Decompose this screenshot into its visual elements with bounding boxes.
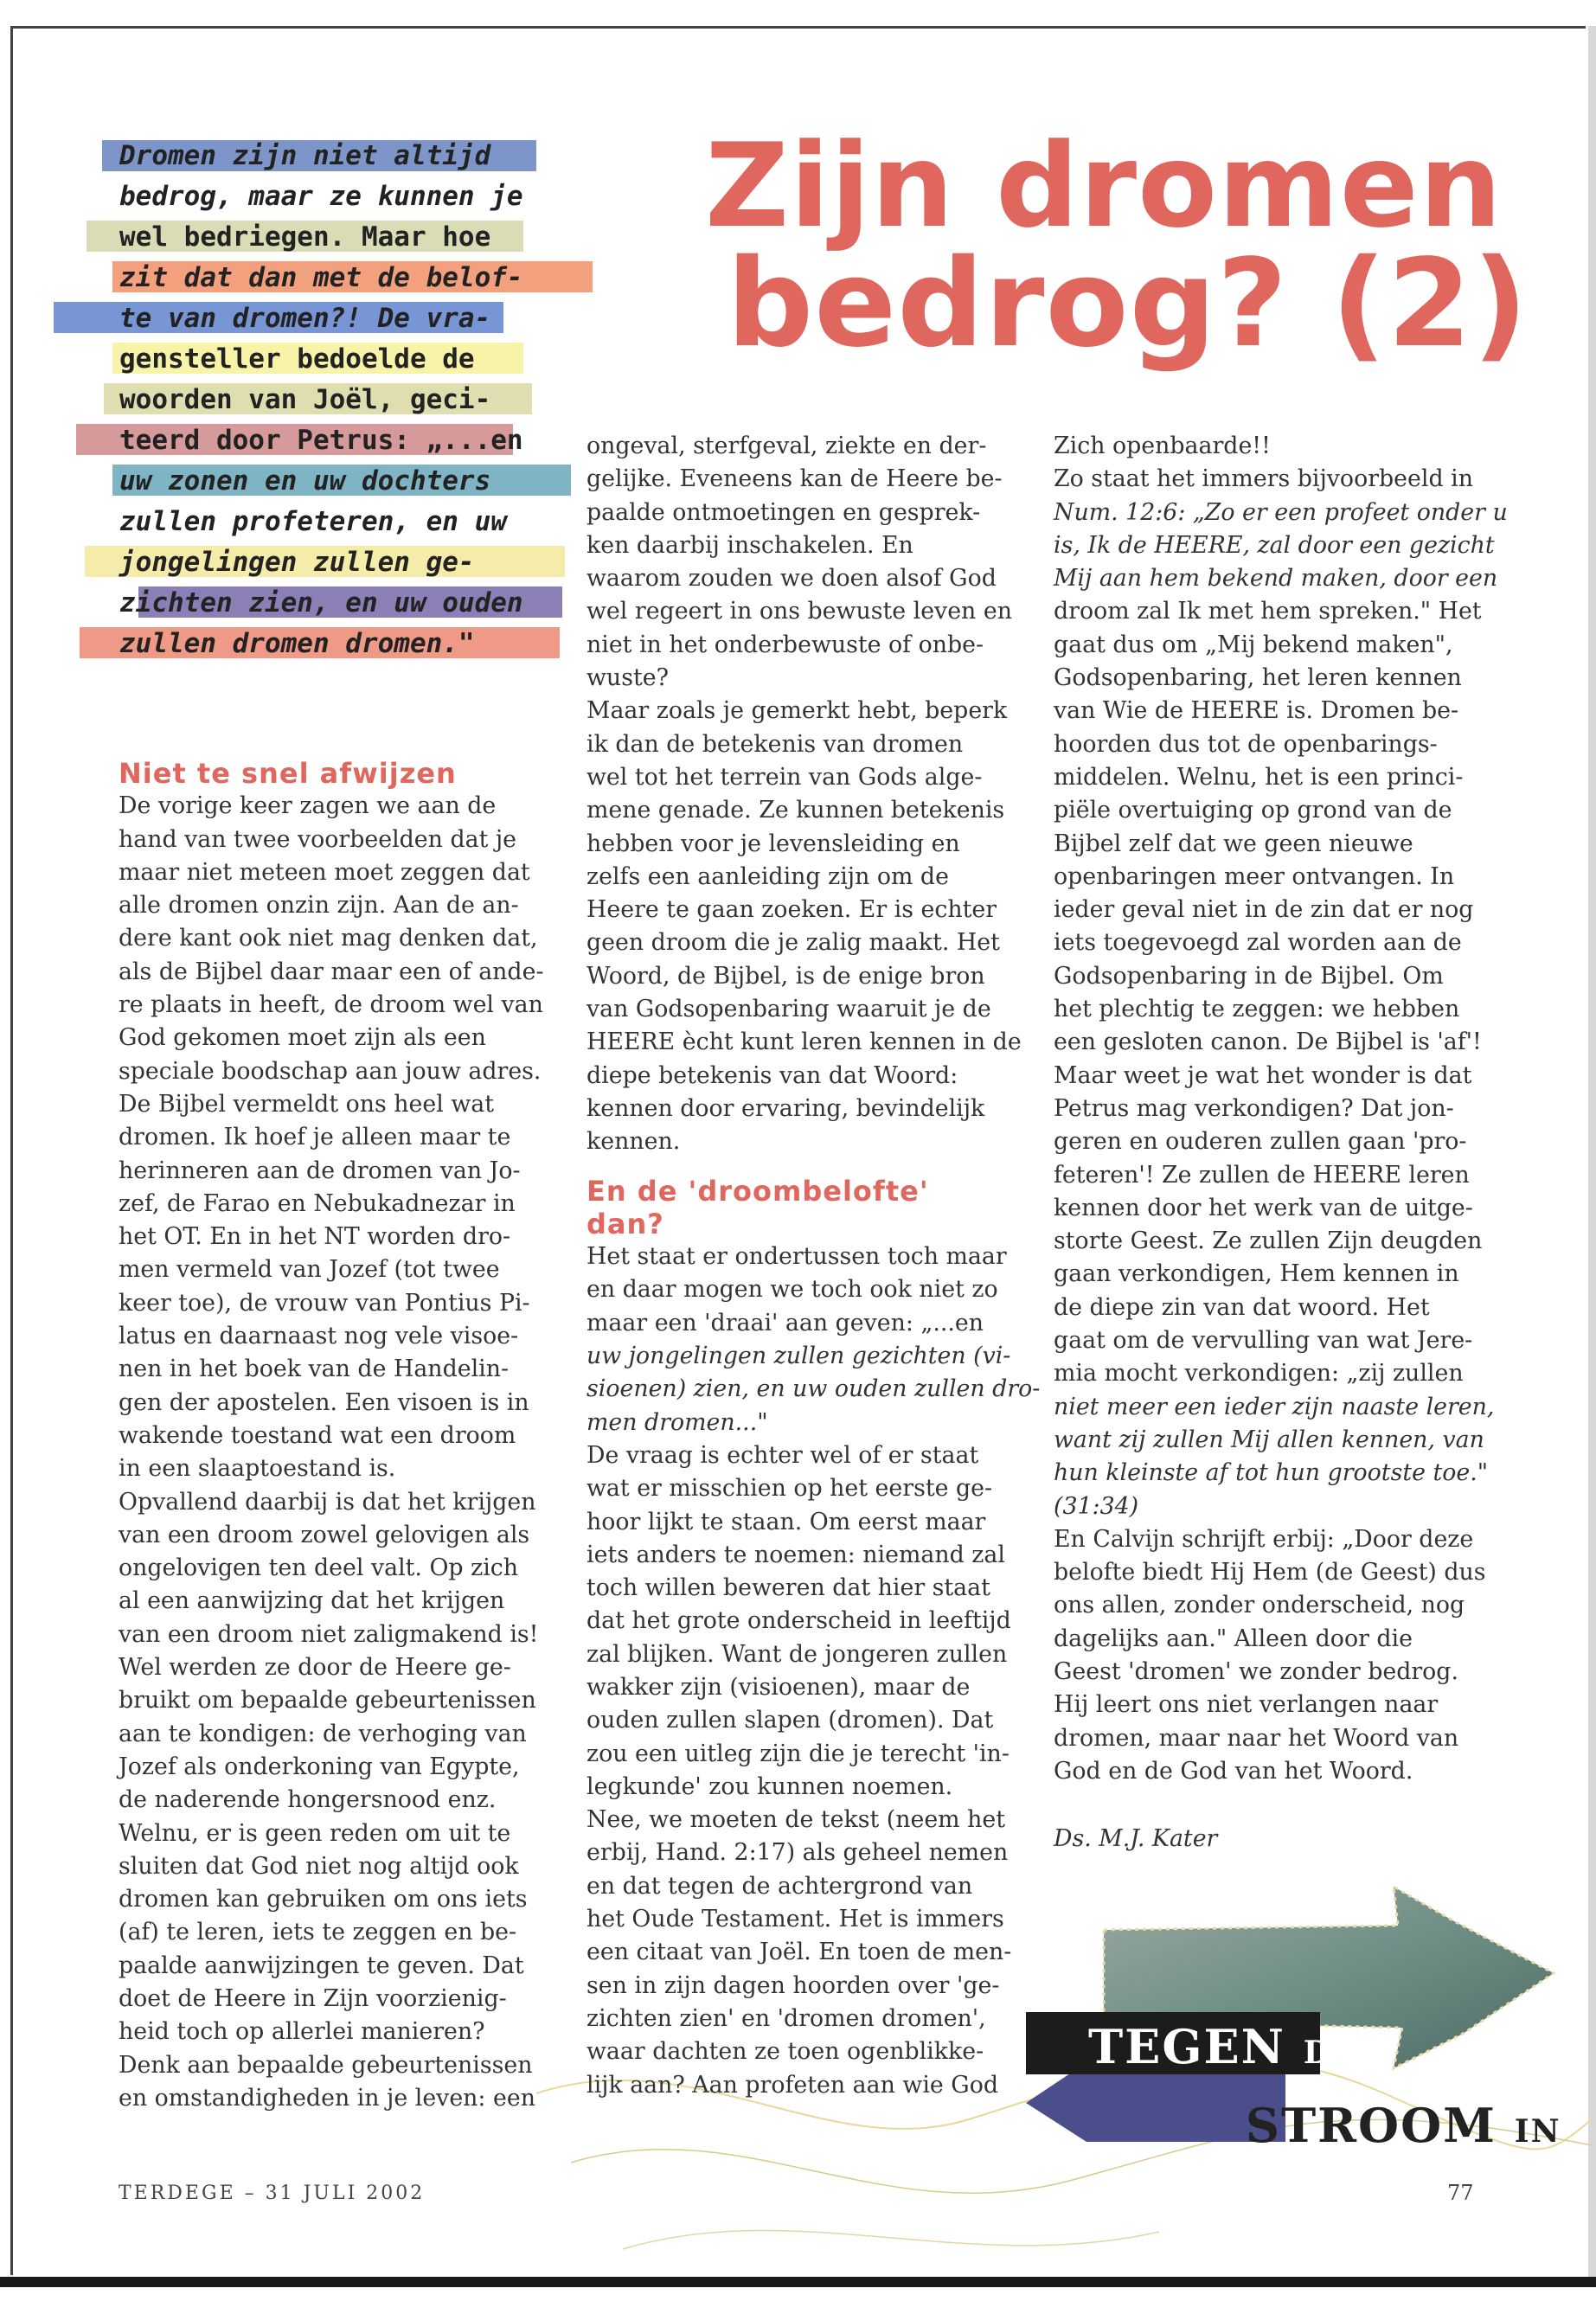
text-line: sluiten dat God niet nog altijd ook	[119, 1852, 519, 1880]
text-line: herinneren aan de dromen van Jo-	[119, 1157, 521, 1184]
text-line: wakende toestand wat een droom	[119, 1421, 516, 1449]
text-line: zal blijken. Want de jongeren zullen	[586, 1640, 1008, 1668]
text-line: hand van twee voorbeelden dat je	[119, 825, 517, 853]
text-line: paalde aanwijzingen te geven. Dat	[119, 1952, 524, 1979]
text-line: Zo staat het immers bijvoorbeeld in	[1054, 465, 1473, 493]
logo-text-tegen-de: TEGEN DE	[1088, 2019, 1358, 2074]
text-line: hoor lijkt te staan. Om eerst maar	[586, 1508, 986, 1535]
text-line: erbij, Hand. 2:17) als geheel nemen	[586, 1839, 1009, 1867]
article-column-2	[586, 430, 1045, 2102]
author-signature: Ds. M.J. Kater	[1054, 1825, 1218, 1853]
text-line: kennen door ervaring, bevindelijk	[586, 1094, 985, 1122]
text-line: van een droom niet zaligmakend is!	[119, 1620, 539, 1648]
text-line: sioenen) zien, en uw ouden zullen dro-	[586, 1375, 1041, 1403]
text-line: iets anders te noemen: niemand zal	[586, 1541, 1005, 1568]
logo-text-stroom-in: STROOM IN	[1246, 2098, 1561, 2153]
text-line: gaat dus om „Mij bekend maken",	[1054, 631, 1453, 658]
text-line: dromen kan gebruiken om ons iets	[119, 1886, 528, 1913]
text-line: belofte biedt Hij Hem (de Geest) dus	[1054, 1559, 1486, 1586]
text-line: ken daarbij inschakelen. En	[586, 531, 913, 559]
text-line: maar een 'draai' aan geven: „...en	[586, 1309, 984, 1336]
text-line: hoorden dus tot de openbarings-	[1054, 730, 1438, 758]
text-line: wakker zijn (visioenen), maar de	[586, 1673, 971, 1701]
text-line: ouden zullen slapen (dromen). Dat	[586, 1707, 994, 1734]
text-line: men dromen..."	[586, 1408, 768, 1436]
text-line: zou een uitleg zijn die je terecht 'in-	[586, 1740, 1010, 1767]
text-line: een citaat van Joël. En toen de men-	[586, 1939, 1012, 1966]
text-line: doet de Heere in Zijn voorzienig-	[119, 1984, 507, 2012]
text-line: storte Geest. Ze zullen Zijn deugden	[1054, 1227, 1483, 1255]
text-line: Woord, de Bijbel, is de enige bron	[586, 962, 985, 990]
text-line: middelen. Welnu, het is een princi-	[1054, 763, 1464, 791]
text-line: piële overtuiging op grond van de	[1054, 797, 1452, 824]
text-line: Opvallend daarbij is dat het krijgen	[119, 1488, 536, 1516]
text-line: paalde ontmoetingen en gesprek-	[586, 498, 981, 526]
text-line: Maar zoals je gemerkt hebt, beperk	[586, 697, 1008, 725]
intro-line: Dromen zijn niet altijd	[119, 140, 491, 171]
text-line: geen droom die je zalig maakt. Het	[586, 929, 1000, 957]
text-line: de naderende hongersnood enz.	[119, 1786, 497, 1814]
intro-line: zit dat dan met de belof-	[119, 262, 523, 293]
text-line: Jozef als onderkoning van Egypte,	[119, 1753, 520, 1780]
text-line: ieder geval niet in de zin dat er nog	[1054, 896, 1474, 924]
text-line: mia mocht verkondigen: „zij zullen	[1054, 1360, 1464, 1388]
section-heading: En de 'droombelofte'	[586, 1174, 929, 1208]
text-line: gen der apostelen. Een visoen is in	[119, 1388, 529, 1416]
text-line: want zij zullen Mij allen kennen, van	[1054, 1426, 1484, 1453]
intro-line: uw zonen en uw dochters	[119, 465, 491, 497]
text-line: droom zal Ik met hem spreken." Het	[1054, 598, 1482, 625]
text-line: Maar weet je wat het wonder is dat	[1054, 1061, 1472, 1089]
section-heading: dan?	[586, 1207, 664, 1240]
text-line: De vraag is echter wel of er staat	[586, 1441, 979, 1469]
text-line: ongeval, sterfgeval, ziekte en der-	[586, 433, 987, 459]
text-line: (31:34)	[1054, 1492, 1139, 1520]
article-column-3	[1054, 430, 1512, 1856]
text-line: het Oude Testament. Het is immers	[586, 1906, 1004, 1933]
intro-line: zullen dromen dromen."	[119, 628, 475, 659]
text-line: toch willen beweren dat hier staat	[586, 1574, 990, 1602]
text-line: het OT. En in het NT worden dro-	[119, 1223, 511, 1251]
text-line: ongelovigen ten deel valt. Op zich	[119, 1554, 519, 1582]
text-line: uw jongelingen zullen gezichten (vi-	[586, 1343, 1011, 1370]
text-line: in een slaaptoestand is.	[119, 1455, 396, 1483]
text-line: (af) te leren, iets te zeggen en be-	[119, 1919, 517, 1946]
text-line: Heere te gaan zoeken. Er is echter	[586, 896, 997, 924]
text-line: Geest 'dromen' we zonder bedrog.	[1054, 1657, 1458, 1685]
text-line: al een aanwijzing dat het krijgen	[119, 1587, 505, 1615]
text-line: maar niet meteen moet zeggen dat	[119, 858, 530, 886]
intro-line: gensteller bedoelde de	[119, 343, 475, 375]
text-line: Num. 12:6: „Zo er een profeet onder u	[1054, 498, 1508, 526]
text-line: Denk aan bepaalde gebeurtenissen	[119, 2051, 533, 2079]
text-line: dromen. Ik hoef je alleen maar te	[119, 1124, 511, 1151]
text-line: Petrus mag verkondigen? Dat jon-	[1054, 1094, 1454, 1122]
page-title-line-2: bedrog? (2)	[727, 234, 1529, 375]
text-line: Nee, we moeten de tekst (neem het	[586, 1806, 1005, 1834]
footer-publication: TERDEGE – 31 JULI 2002	[119, 2182, 426, 2204]
text-line: De Bijbel vermeldt ons heel wat	[119, 1090, 495, 1118]
intro-line: te van dromen?! De vra-	[119, 303, 491, 334]
text-line: lijk aan? Aan profeten aan wie God	[586, 2071, 998, 2099]
text-line: Godsopenbaring, het leren kennen	[1054, 664, 1462, 692]
text-line: En Calvijn schrijft erbij: „Door deze	[1054, 1525, 1474, 1553]
intro-line: zullen profeteren, en uw	[119, 506, 507, 537]
text-line: HEERE ècht kunt leren kennen in de	[586, 1029, 1022, 1056]
text-line: geren en ouderen zullen gaan 'pro-	[1054, 1128, 1467, 1156]
text-line: ik dan de betekenis van dromen	[586, 730, 964, 758]
text-line: kennen.	[586, 1128, 681, 1156]
text-line: nen in het boek van de Handelin-	[119, 1356, 510, 1383]
text-line: zef, de Farao en Nebukadnezar in	[119, 1189, 516, 1217]
text-line: van een droom zowel gelovigen als	[119, 1521, 530, 1548]
text-line: dromen, maar naar het Woord van	[1054, 1724, 1459, 1752]
text-line: en daar mogen we toch ook niet zo	[586, 1276, 998, 1304]
text-line: sen in zijn dagen hoorden over 'ge-	[586, 1971, 1000, 1999]
text-line: feteren'! Ze zullen de HEERE leren	[1054, 1161, 1470, 1189]
text-line: Zich openbaarde!!	[1054, 433, 1271, 459]
text-line: heid toch op allerlei manieren?	[119, 2018, 485, 2046]
text-line: dagelijks aan." Alleen door die	[1054, 1625, 1413, 1652]
text-line: dere kant ook niet mag denken dat,	[119, 925, 538, 952]
text-line: gaan verkondigen, Hem kennen in	[1054, 1260, 1459, 1288]
text-line: De vorige keer zagen we aan de	[119, 792, 497, 820]
text-line: niet in het onderbewuste of onbe-	[586, 631, 984, 658]
page-title-line-1: Zijn dromen	[705, 119, 1503, 253]
text-line: dat het grote onderscheid in leeftijd	[586, 1607, 1011, 1635]
text-line: van Godsopenbaring waaruit je de	[586, 996, 991, 1023]
text-line: Hij leert ons niet verlangen naar	[1054, 1691, 1439, 1719]
text-line: wat er misschien op het eerste ge-	[586, 1475, 993, 1503]
text-line: wel tot het terrein van Gods alge-	[586, 763, 983, 791]
text-line: is, Ik de HEERE, zal door een gezicht	[1054, 531, 1495, 559]
text-line: men vermeld van Jozef (tot twee	[119, 1256, 500, 1284]
page-number: 77	[1447, 2181, 1474, 2205]
text-line: bruikt om bepaalde gebeurtenissen	[119, 1687, 536, 1715]
text-line: Bijbel zelf dat we geen nieuwe	[1054, 830, 1413, 857]
text-line: van Wie de HEERE is. Dromen be-	[1054, 697, 1459, 725]
text-line: zichten zien' en 'dromen dromen',	[586, 2004, 986, 2032]
intro-line: bedrog, maar ze kunnen je	[119, 181, 523, 212]
text-line: diepe betekenis van dat Woord:	[586, 1061, 958, 1089]
text-line: keer toe), de vrouw van Pontius Pi-	[119, 1289, 530, 1317]
text-line: als de Bijbel daar maar een of ande-	[119, 958, 544, 985]
text-line: wel regeert in ons bewuste leven en	[586, 598, 1012, 625]
text-line: Het staat er ondertussen toch maar	[586, 1243, 1007, 1271]
text-line: latus en daarnaast nog vele visoe-	[119, 1323, 519, 1350]
text-line: de diepe zin van dat woord. Het	[1054, 1293, 1430, 1321]
text-line: en dat tegen de achtergrond van	[586, 1872, 973, 1900]
text-line: wuste?	[586, 664, 669, 692]
text-line: waar dachten ze toen ogenblikke-	[586, 2038, 984, 2066]
text-line: waarom zouden we doen alsof God	[586, 565, 997, 593]
text-line: niet meer een ieder zijn naaste leren,	[1054, 1393, 1495, 1420]
section-heading: Niet te snel afwijzen	[119, 757, 457, 790]
text-line: speciale boodschap aan jouw adres.	[119, 1057, 542, 1085]
text-line: gaat om de vervulling van wat Jere-	[1054, 1327, 1473, 1355]
text-line: het plechtig te zeggen: we hebben	[1054, 996, 1460, 1023]
text-line: aan te kondigen: de verhoging van	[119, 1720, 527, 1747]
text-line: een gesloten canon. De Bijbel is 'af'!	[1054, 1029, 1482, 1056]
intro-line: zichten zien, en uw ouden	[119, 587, 523, 619]
intro-line: woorden van Joël, geci-	[119, 384, 491, 415]
text-line: Mij aan hem bekend maken, door een	[1054, 565, 1498, 593]
text-line: hebben voor je levensleiding en	[586, 830, 960, 857]
right-edge-shadow	[1588, 26, 1596, 2277]
text-line: hun kleinste af tot hun grootste toe."	[1054, 1459, 1489, 1487]
text-line: Godsopenbaring in de Bijbel. Om	[1054, 962, 1444, 990]
intro-line: jongelingen zullen ge-	[119, 547, 475, 578]
text-line: God gekomen moet zijn als een	[119, 1024, 486, 1052]
text-line: kennen door het werk van de uitge-	[1054, 1194, 1473, 1221]
text-line: zelfs een aanleiding zijn om de	[586, 862, 949, 890]
text-line: re plaats in heeft, de droom wel van	[119, 991, 543, 1019]
text-line: mene genade. Ze kunnen betekenis	[586, 797, 1005, 824]
text-line: openbaringen meer ontvangen. In	[1054, 862, 1455, 890]
text-line: alle dromen onzin zijn. Aan de an-	[119, 892, 519, 920]
text-line: en omstandigheden in je leven: een	[119, 2084, 535, 2112]
intro-line: teerd door Petrus: „...en	[119, 425, 523, 456]
article-column-1	[119, 757, 577, 2115]
text-line: Welnu, er is geen reden om uit te	[119, 1819, 511, 1847]
text-line: iets toegevoegd zal worden aan de	[1054, 929, 1462, 957]
text-line: gelijke. Eveneens kan de Heere be-	[586, 465, 1003, 493]
intro-line: wel bedriegen. Maar hoe	[119, 221, 491, 253]
text-line: Wel werden ze door de Heere ge-	[119, 1654, 511, 1682]
text-line: legkunde' zou kunnen noemen.	[586, 1772, 953, 1800]
text-line: ons allen, zonder onderscheid, nog	[1054, 1592, 1465, 1619]
text-line: God en de God van het Woord.	[1054, 1757, 1413, 1785]
